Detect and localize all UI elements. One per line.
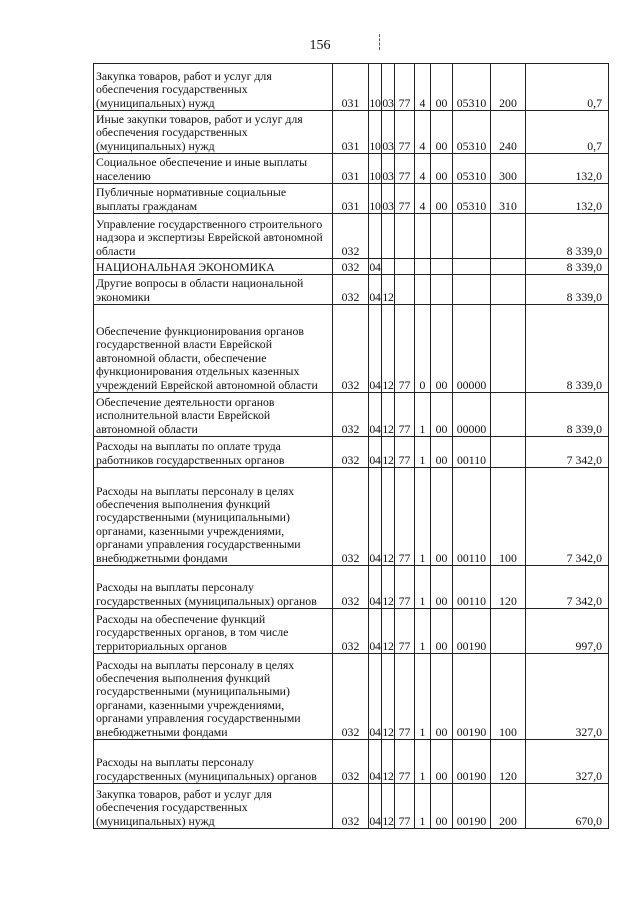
row-pr: 03: [382, 184, 395, 214]
row-csr-2: 4: [415, 184, 431, 214]
row-csr-2: [415, 259, 431, 275]
row-ved: 032: [333, 259, 369, 275]
row-csr-4: 00190: [453, 609, 491, 654]
row-csr-4: 00190: [453, 784, 491, 829]
row-csr-3: 00: [431, 184, 453, 214]
budget-table-body: [94, 64, 609, 829]
row-sum: 8 339,0: [526, 214, 609, 259]
row-csr-2: 1: [415, 654, 431, 740]
row-name: Расходы на выплаты персоналу государственных (муниципальных) органов: [94, 566, 333, 609]
row-csr-1: 77: [395, 468, 415, 566]
row-name: Расходы на выплаты персоналу государственных (муниципальных) органов: [94, 740, 333, 784]
row-csr-1: 77: [395, 184, 415, 214]
row-pr: 03: [382, 154, 395, 184]
row-csr-3: [431, 275, 453, 305]
row-vr: 310: [491, 184, 526, 214]
row-vr: [491, 437, 526, 468]
row-csr-1: 77: [395, 784, 415, 829]
row-vr: 100: [491, 654, 526, 740]
row-ved: 031: [333, 184, 369, 214]
row-pr: 03: [382, 64, 395, 111]
row-csr-2: 1: [415, 784, 431, 829]
row-pr: 12: [382, 654, 395, 740]
row-pr: 12: [382, 609, 395, 654]
row-rz: [369, 214, 382, 259]
row-name: Расходы на выплаты по оплате труда работников государственных органов: [94, 437, 333, 468]
row-rz: 10: [369, 64, 382, 111]
row-name: Иные закупки товаров, работ и услуг для обеспечения государственных (муниципальных) нужд: [94, 111, 333, 154]
row-sum: 327,0: [526, 654, 609, 740]
row-ved: 032: [333, 275, 369, 305]
row-csr-3: 00: [431, 784, 453, 829]
row-ved: 032: [333, 437, 369, 468]
table-row: [94, 393, 609, 437]
row-sum: 8 339,0: [526, 393, 609, 437]
row-ved: 032: [333, 784, 369, 829]
row-rz: 10: [369, 184, 382, 214]
row-csr-3: 00: [431, 437, 453, 468]
row-rz: 04: [369, 740, 382, 784]
row-csr-4: 05310: [453, 184, 491, 214]
row-vr: [491, 393, 526, 437]
table-row: [94, 437, 609, 468]
row-csr-4: 00190: [453, 654, 491, 740]
row-csr-4: 00110: [453, 437, 491, 468]
row-csr-4: 05310: [453, 154, 491, 184]
row-csr-2: 1: [415, 437, 431, 468]
row-csr-4: 05310: [453, 64, 491, 111]
row-sum: 0,7: [526, 111, 609, 154]
row-ved: 031: [333, 64, 369, 111]
table-row: [94, 214, 609, 259]
row-rz: 04: [369, 259, 381, 274]
row-csr-3: [431, 259, 453, 275]
row-rz: 04: [369, 468, 382, 566]
scan-mark: [379, 34, 381, 50]
row-csr-1: 77: [395, 305, 415, 393]
row-name: Закупка товаров, работ и услуг для обеспечения государственных (муниципальных) нужд: [94, 64, 333, 111]
row-ved: 032: [333, 609, 369, 654]
row-csr-4: 00190: [453, 740, 491, 784]
row-sum: 132,0: [526, 184, 609, 214]
row-vr: [491, 275, 526, 305]
row-pr: 12: [382, 566, 395, 609]
row-csr-1: 77: [395, 154, 415, 184]
table-row: [94, 154, 609, 184]
row-csr-4: 05310: [453, 111, 491, 154]
table-row: [94, 111, 609, 154]
row-sum: 0,7: [526, 64, 609, 111]
row-ved: 031: [333, 154, 369, 184]
row-csr-4: [453, 259, 491, 275]
row-pr: 12: [382, 275, 395, 305]
row-csr-4: [453, 214, 491, 259]
row-name: Обеспечение деятельности органов исполнительной власти Еврейской автономной области: [94, 393, 333, 437]
row-csr-1: 77: [395, 654, 415, 740]
row-csr-3: 00: [431, 111, 453, 154]
row-name: Социальное обеспечение и иные выплаты населению: [94, 154, 333, 184]
row-ved: 032: [333, 393, 369, 437]
row-csr-1: 77: [395, 64, 415, 111]
row-csr-1: [395, 275, 415, 305]
row-sum: 7 342,0: [526, 468, 609, 566]
row-csr-4: 00110: [453, 468, 491, 566]
row-vr: 120: [491, 740, 526, 784]
table-row: [94, 566, 609, 609]
row-sum: 8 339,0: [526, 275, 609, 305]
table-row: [94, 784, 609, 829]
row-vr: 300: [491, 154, 526, 184]
row-vr: [491, 214, 526, 259]
table-row: [94, 740, 609, 784]
table-row: [94, 275, 609, 305]
row-pr: 12: [382, 393, 395, 437]
row-csr-2: 0: [415, 305, 431, 393]
table-row: [94, 305, 609, 393]
row-rz: 04: [369, 275, 382, 305]
row-csr-3: 00: [431, 154, 453, 184]
row-ved: 032: [333, 214, 369, 259]
row-pr: 12: [382, 305, 395, 393]
row-pr: [382, 259, 395, 275]
row-csr-3: 00: [431, 566, 453, 609]
row-ved: 032: [333, 654, 369, 740]
row-vr: [491, 259, 526, 275]
row-rz: 10: [369, 111, 382, 154]
row-csr-2: 1: [415, 609, 431, 654]
row-pr: 12: [382, 437, 395, 468]
row-pr: 12: [382, 468, 395, 566]
row-csr-1: [395, 259, 415, 275]
row-name: Расходы на обеспечение функций государственных органов, в том числе территориальных органов: [94, 609, 333, 654]
row-csr-4: [453, 275, 491, 305]
row-name: Расходы на выплаты персоналу в целях обеспечения выполнения функций государственными (муниципальными) органами, казенными учреждениями, органами управления государственными внебюджетными фондами: [94, 654, 333, 740]
row-pr: 12: [382, 784, 395, 829]
row-vr: 200: [491, 64, 526, 111]
row-csr-3: 00: [431, 654, 453, 740]
row-pr: [382, 214, 395, 259]
table-row: [94, 259, 609, 275]
budget-table: [93, 63, 609, 829]
row-name: Расходы на выплаты персоналу в целях обеспечения выполнения функций государственными (муниципальными) органами, казенными учреждениями, органами управления государственными внебюджетными фондами: [94, 468, 333, 566]
row-csr-3: [431, 214, 453, 259]
row-csr-3: 00: [431, 305, 453, 393]
row-csr-3: 00: [431, 64, 453, 111]
row-csr-2: 4: [415, 154, 431, 184]
row-vr: [491, 305, 526, 393]
row-rz: 10: [369, 154, 382, 184]
row-csr-4: 00110: [453, 566, 491, 609]
row-rz: 04: [369, 305, 382, 393]
row-csr-1: 77: [395, 437, 415, 468]
row-ved: 032: [333, 740, 369, 784]
row-vr: [491, 609, 526, 654]
table-row: [94, 654, 609, 740]
row-name: Другие вопросы в области национальной экономики: [94, 275, 333, 305]
row-rz: 04: [369, 784, 382, 829]
row-name: Закупка товаров, работ и услуг для обеспечения государственных (муниципальных) нужд: [94, 784, 333, 829]
row-sum: 7 342,0: [526, 566, 609, 609]
row-csr-2: 1: [415, 393, 431, 437]
row-vr: 200: [491, 784, 526, 829]
row-rz: 04: [369, 437, 382, 468]
row-csr-4: 00000: [453, 305, 491, 393]
row-csr-2: 4: [415, 111, 431, 154]
row-pr: 12: [382, 740, 395, 784]
row-ved: 032: [333, 468, 369, 566]
row-vr: 240: [491, 111, 526, 154]
row-sum: 997,0: [526, 609, 609, 654]
table-row: [94, 609, 609, 654]
row-csr-3: 00: [431, 740, 453, 784]
row-name: Обеспечение функционирования органов государственной власти Еврейской автономной области, обеспечение функционирования отдельных казенных учреждений Еврейской автономной области: [94, 305, 333, 393]
row-name: НАЦИОНАЛЬНАЯ ЭКОНОМИКА: [94, 259, 333, 275]
row-rz: 04: [369, 654, 382, 740]
row-sum: 7 342,0: [526, 437, 609, 468]
row-csr-2: 1: [415, 566, 431, 609]
row-vr: 120: [491, 566, 526, 609]
row-sum: 8 339,0: [526, 259, 609, 275]
row-csr-1: 77: [395, 609, 415, 654]
row-ved: 032: [333, 566, 369, 609]
row-csr-3: 00: [431, 609, 453, 654]
row-sum: 327,0: [526, 740, 609, 784]
row-csr-2: 1: [415, 468, 431, 566]
row-csr-2: 4: [415, 64, 431, 111]
row-name: Управление государственного строительного надзора и экспертизы Еврейской автономной области: [94, 214, 333, 259]
row-sum: 132,0: [526, 154, 609, 184]
row-csr-4: 00000: [453, 393, 491, 437]
row-ved: 031: [333, 111, 369, 154]
row-csr-2: [415, 275, 431, 305]
row-ved: 032: [333, 305, 369, 393]
row-sum: 670,0: [526, 784, 609, 829]
row-csr-1: 77: [395, 566, 415, 609]
row-vr: 100: [491, 468, 526, 566]
row-csr-2: 1: [415, 740, 431, 784]
table-row: [94, 64, 609, 111]
row-rz: 04: [369, 393, 382, 437]
row-name: Публичные нормативные социальные выплаты гражданам: [94, 184, 333, 214]
row-rz: 04: [369, 566, 382, 609]
row-csr-2: [415, 214, 431, 259]
row-csr-1: 77: [395, 393, 415, 437]
page-number: 156: [309, 38, 331, 53]
row-csr-1: 77: [395, 740, 415, 784]
row-rz: 04: [369, 609, 382, 654]
table-row: [94, 468, 609, 566]
row-csr-1: 77: [395, 111, 415, 154]
row-pr: 03: [382, 111, 395, 154]
row-sum: 8 339,0: [526, 305, 609, 393]
row-csr-1: [395, 214, 415, 259]
row-csr-3: 00: [431, 393, 453, 437]
row-csr-3: 00: [431, 468, 453, 566]
table-row: [94, 184, 609, 214]
